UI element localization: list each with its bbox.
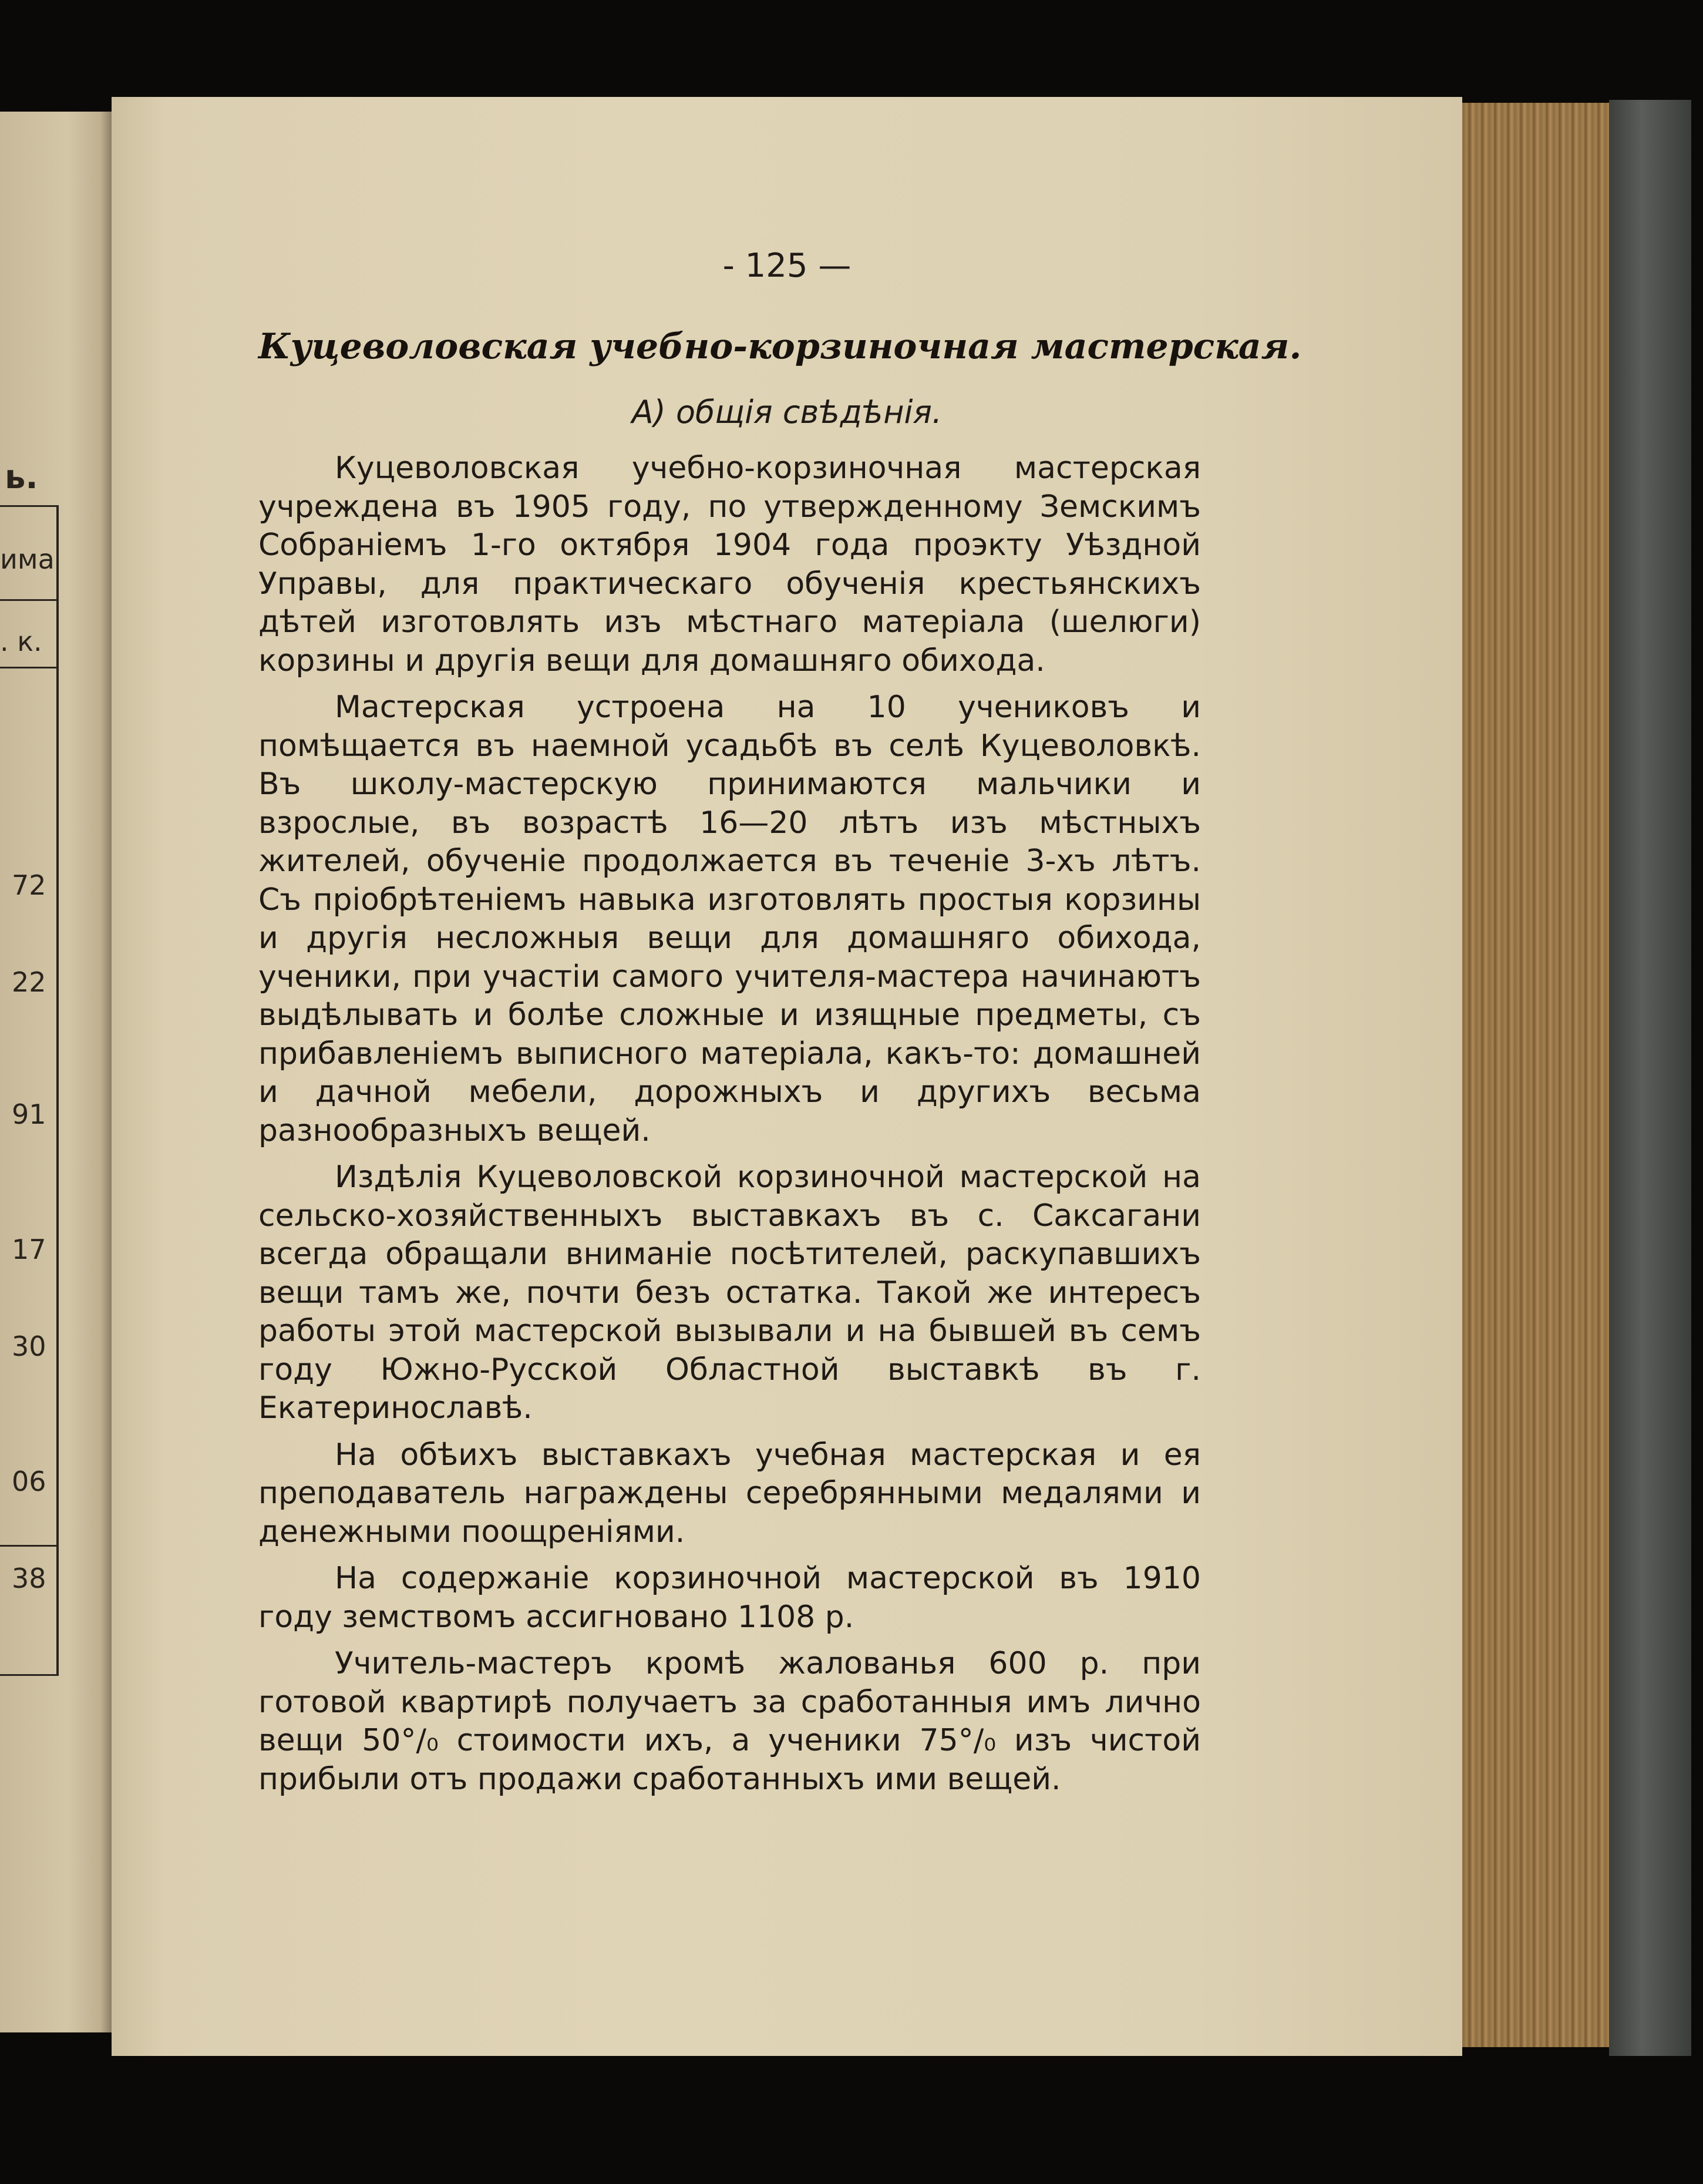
paragraph: Мастерская устроена на 10 учениковъ и помѣщается въ наемной усадьбѣ въ селѣ Куцеволовкѣ. Въ школу-мастерскую принимаются мальчики и взрослые, въ возрастѣ 16—20 лѣтъ изъ мѣстныхъ жителей, обученіе продолжается въ теченіе 3-хъ лѣтъ. Съ пріобрѣтеніемъ навыка изготовлять простыя корзины и другія несложныя вещи для домашняго обихода, ученики, при участіи самого учителя-мастера начинаютъ выдѣлывать и болѣе сложные и изящные предметы, съ прибавленіемъ выписного матеріала, какъ-то: домашней и дачной мебели, дорожныхъ и другихъ весьма разнообразныхъ вещей. (258, 690, 1201, 1148)
left-table-border (56, 505, 59, 1674)
left-table-rule (0, 599, 56, 601)
paragraph: Учитель-мастеръ кромѣ жалованья 600 р. при готовой квартирѣ получаетъ за сработанныя имъ лично вещи 50°/₀ стоимости ихъ, а ученики 75°/₀ изъ чистой прибыли отъ продажи сработанныхъ ими вещей. (258, 1646, 1201, 1797)
left-fragment: 22 (12, 966, 46, 998)
paragraph: На содержаніе корзиночной мастерской въ 1910 году земствомъ ассигновано 1108 р. (258, 1561, 1201, 1635)
left-table-rule (0, 1545, 56, 1547)
left-fragment: . к. (0, 626, 42, 657)
page-number: - 125 — (722, 247, 852, 285)
left-table-rule (0, 1674, 59, 1676)
paragraph: На обѣихъ выставкахъ учебная мастерская и ея преподаватель награждены серебрянными медалями и денежными поощреніями. (258, 1437, 1201, 1550)
section-subtitle: А) общія свѣдѣнія. (631, 394, 943, 431)
left-fragment: ь. (5, 458, 38, 496)
page-title: Куцеволовская учебно-корзиночная мастерская. (258, 326, 1302, 367)
left-fragment: 72 (12, 869, 46, 901)
left-fragment: има (0, 543, 55, 575)
left-fragment: 30 (12, 1330, 46, 1362)
left-table-rule (0, 667, 56, 668)
paragraph: Издѣлія Куцеволовской корзиночной мастерской на сельско-хозяйственныхъ выставкахъ въ с. Саксагани всегда обращали вниманіе посѣтителей, раскупавшихъ вещи тамъ же, почти безъ остатка. Такой же интересъ работы этой мастерской вызывали и на бывшей въ семъ году Южно-Русской Областной выставкѣ въ г. Екатеринославѣ. (258, 1160, 1201, 1426)
left-fragment: 17 (12, 1234, 46, 1265)
book-page (112, 97, 1462, 2056)
body-text (258, 449, 1201, 1807)
left-fragment: 91 (12, 1098, 46, 1130)
left-fragment: 06 (12, 1466, 46, 1497)
left-table-rule (0, 505, 56, 507)
book-cover-edge (1609, 100, 1691, 2056)
page-edges (1450, 103, 1627, 2047)
left-facing-page (0, 112, 112, 2032)
left-fragment: 38 (12, 1563, 46, 1594)
paragraph: Куцеволовская учебно-корзиночная мастерская учреждена въ 1905 году, по утвержденному Земскимъ Собраніемъ 1-го октября 1904 года проэкту Уѣздной Управы, для практическаго обученія крестьянскихъ дѣтей изготовлять изъ мѣстнаго матеріала (шелюги) корзины и другія вещи для домашняго обихода. (258, 451, 1201, 678)
